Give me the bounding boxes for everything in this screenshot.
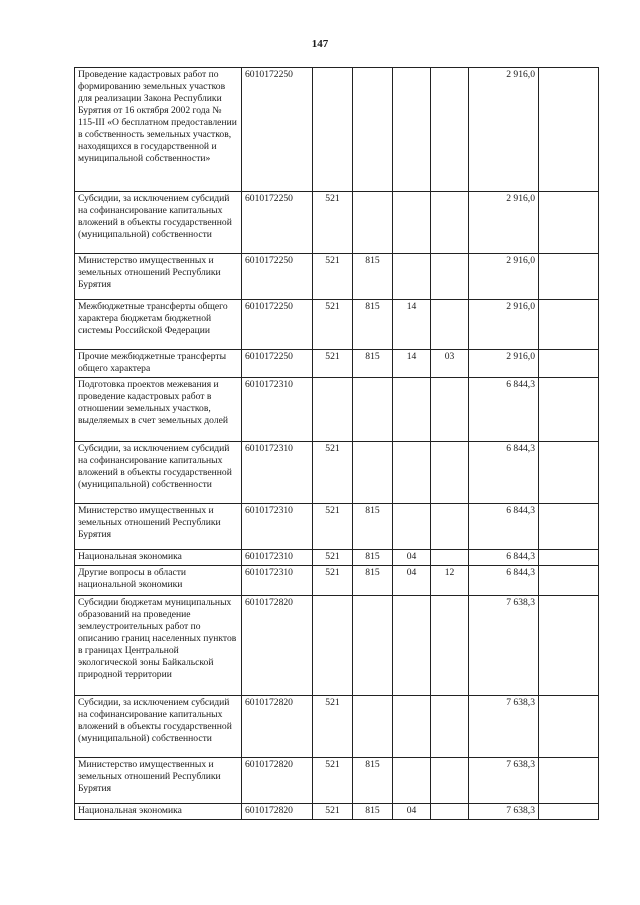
row-expense-type-cell: 521 — [313, 804, 353, 820]
table-row — [75, 350, 599, 378]
row-name-cell: Субсидии, за исключением субсидий на софинансирование капитальных вложений в объекты государственной (муниципальной) собственности — [75, 696, 242, 758]
table-row — [75, 758, 599, 804]
row-admin-code-cell: 815 — [353, 758, 393, 804]
row-code-cell: 6010172820 — [242, 596, 313, 696]
row-admin-code-cell — [353, 68, 393, 192]
row-section-cell — [393, 254, 431, 300]
row-name-cell: Прочие межбюджетные трансферты общего характера — [75, 350, 242, 378]
row-section-cell: 04 — [393, 550, 431, 566]
row-admin-code-cell: 815 — [353, 350, 393, 378]
row-name-cell: Подготовка проектов межевания и проведение кадастровых работ в отношении земельных участков, выделяемых в счет земельных долей — [75, 378, 242, 442]
row-expense-type-cell: 521 — [313, 550, 353, 566]
row-name-cell: Министерство имущественных и земельных отношений Республики Бурятия — [75, 758, 242, 804]
row-amount-cell: 7 638,3 — [469, 758, 539, 804]
row-empty-cell — [539, 300, 599, 350]
row-empty-cell — [539, 804, 599, 820]
row-code-cell: 6010172310 — [242, 442, 313, 504]
row-admin-code-cell — [353, 596, 393, 696]
row-code-cell: 6010172310 — [242, 378, 313, 442]
row-section-cell: 14 — [393, 350, 431, 378]
row-empty-cell — [539, 192, 599, 254]
row-admin-code-cell — [353, 442, 393, 504]
row-subsection-cell — [431, 804, 469, 820]
row-amount-cell: 2 916,0 — [469, 300, 539, 350]
row-subsection-cell — [431, 504, 469, 550]
row-expense-type-cell: 521 — [313, 254, 353, 300]
row-code-cell: 6010172250 — [242, 68, 313, 192]
row-empty-cell — [539, 68, 599, 192]
row-section-cell — [393, 192, 431, 254]
row-section-cell: 04 — [393, 804, 431, 820]
table-row — [75, 504, 599, 550]
table-row — [75, 696, 599, 758]
row-admin-code-cell: 815 — [353, 504, 393, 550]
table-row — [75, 596, 599, 696]
row-name-cell: Субсидии, за исключением субсидий на софинансирование капитальных вложений в объекты государственной (муниципальной) собственности — [75, 442, 242, 504]
row-expense-type-cell — [313, 378, 353, 442]
row-amount-cell: 2 916,0 — [469, 254, 539, 300]
row-expense-type-cell: 521 — [313, 192, 353, 254]
row-subsection-cell: 12 — [431, 566, 469, 596]
row-empty-cell — [539, 350, 599, 378]
row-expense-type-cell: 521 — [313, 442, 353, 504]
table-row — [75, 804, 599, 820]
row-name-cell: Субсидии бюджетам муниципальных образований на проведение землеустроительных работ по описанию границ населенных пунктов в границах Центральной экологической зоны Байкальской природной территории — [75, 596, 242, 696]
row-admin-code-cell: 815 — [353, 300, 393, 350]
row-subsection-cell: 03 — [431, 350, 469, 378]
row-expense-type-cell — [313, 596, 353, 696]
row-amount-cell: 6 844,3 — [469, 442, 539, 504]
budget-table — [74, 67, 599, 820]
page-number: 147 — [311, 38, 329, 50]
row-subsection-cell — [431, 596, 469, 696]
row-code-cell: 6010172310 — [242, 504, 313, 550]
table-row — [75, 254, 599, 300]
row-empty-cell — [539, 378, 599, 442]
table-row — [75, 378, 599, 442]
row-expense-type-cell: 521 — [313, 758, 353, 804]
row-subsection-cell — [431, 192, 469, 254]
row-admin-code-cell: 815 — [353, 254, 393, 300]
row-empty-cell — [539, 566, 599, 596]
row-name-cell: Министерство имущественных и земельных отношений Республики Бурятия — [75, 504, 242, 550]
row-section-cell: 04 — [393, 566, 431, 596]
row-empty-cell — [539, 550, 599, 566]
row-subsection-cell — [431, 300, 469, 350]
row-admin-code-cell — [353, 696, 393, 758]
row-admin-code-cell: 815 — [353, 550, 393, 566]
row-empty-cell — [539, 442, 599, 504]
table-row — [75, 300, 599, 350]
row-expense-type-cell: 521 — [313, 300, 353, 350]
row-section-cell — [393, 378, 431, 442]
table-row — [75, 566, 599, 596]
row-section-cell — [393, 442, 431, 504]
row-empty-cell — [539, 758, 599, 804]
row-amount-cell: 6 844,3 — [469, 550, 539, 566]
row-subsection-cell — [431, 68, 469, 192]
row-code-cell: 6010172250 — [242, 350, 313, 378]
row-subsection-cell — [431, 442, 469, 504]
row-amount-cell: 2 916,0 — [469, 68, 539, 192]
row-subsection-cell — [431, 378, 469, 442]
row-expense-type-cell: 521 — [313, 350, 353, 378]
row-code-cell: 6010172820 — [242, 758, 313, 804]
row-amount-cell: 7 638,3 — [469, 696, 539, 758]
row-empty-cell — [539, 596, 599, 696]
row-code-cell: 6010172250 — [242, 300, 313, 350]
row-admin-code-cell: 815 — [353, 566, 393, 596]
row-amount-cell: 2 916,0 — [469, 192, 539, 254]
table-row — [75, 550, 599, 566]
row-code-cell: 6010172310 — [242, 566, 313, 596]
row-section-cell: 14 — [393, 300, 431, 350]
row-expense-type-cell: 521 — [313, 566, 353, 596]
row-section-cell — [393, 696, 431, 758]
row-section-cell — [393, 68, 431, 192]
table-row — [75, 192, 599, 254]
row-name-cell: Национальная экономика — [75, 550, 242, 566]
table-row — [75, 68, 599, 192]
row-code-cell: 6010172250 — [242, 254, 313, 300]
row-subsection-cell — [431, 550, 469, 566]
row-admin-code-cell: 815 — [353, 804, 393, 820]
row-name-cell: Министерство имущественных и земельных отношений Республики Бурятия — [75, 254, 242, 300]
row-amount-cell: 6 844,3 — [469, 504, 539, 550]
row-subsection-cell — [431, 696, 469, 758]
row-amount-cell: 6 844,3 — [469, 378, 539, 442]
row-amount-cell: 2 916,0 — [469, 350, 539, 378]
row-code-cell: 6010172820 — [242, 804, 313, 820]
row-subsection-cell — [431, 254, 469, 300]
row-name-cell: Субсидии, за исключением субсидий на софинансирование капитальных вложений в объекты государственной (муниципальной) собственности — [75, 192, 242, 254]
row-subsection-cell — [431, 758, 469, 804]
row-code-cell: 6010172820 — [242, 696, 313, 758]
row-admin-code-cell — [353, 378, 393, 442]
row-name-cell: Межбюджетные трансферты общего характера бюджетам бюджетной системы Российской Федерации — [75, 300, 242, 350]
row-name-cell: Проведение кадастровых работ по формированию земельных участков для реализации Закона Республики Бурятия от 16 октября 2002 года № 115-III «О бесплатном предоставлении в собственность земельных участков, находящихся в государственной и муниципальной собственности» — [75, 68, 242, 192]
row-code-cell: 6010172310 — [242, 550, 313, 566]
row-amount-cell: 6 844,3 — [469, 566, 539, 596]
row-empty-cell — [539, 504, 599, 550]
row-amount-cell: 7 638,3 — [469, 596, 539, 696]
row-expense-type-cell — [313, 68, 353, 192]
row-section-cell — [393, 596, 431, 696]
row-code-cell: 6010172250 — [242, 192, 313, 254]
row-name-cell: Другие вопросы в области национальной экономики — [75, 566, 242, 596]
row-name-cell: Национальная экономика — [75, 804, 242, 820]
row-section-cell — [393, 758, 431, 804]
row-empty-cell — [539, 254, 599, 300]
row-section-cell — [393, 504, 431, 550]
row-amount-cell: 7 638,3 — [469, 804, 539, 820]
row-expense-type-cell: 521 — [313, 696, 353, 758]
row-expense-type-cell: 521 — [313, 504, 353, 550]
row-empty-cell — [539, 696, 599, 758]
row-admin-code-cell — [353, 192, 393, 254]
budget-table-body — [75, 68, 599, 820]
table-row — [75, 442, 599, 504]
